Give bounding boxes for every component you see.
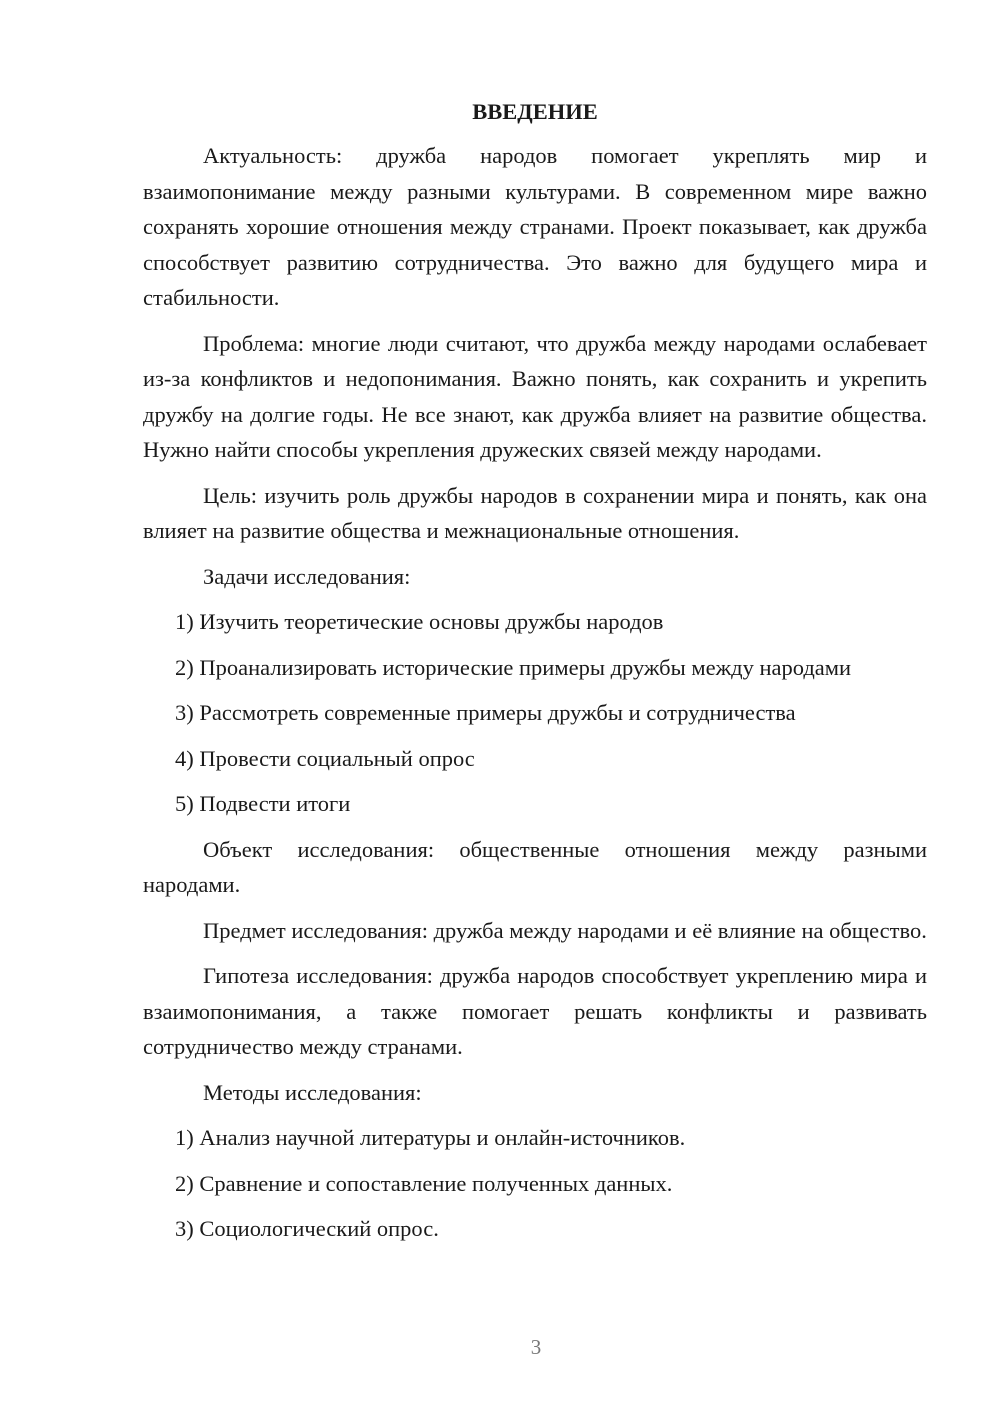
goal-paragraph: Цель: изучить роль дружбы народов в сохранении мира и понять, как она влияет на развитие общества и межнациональные отношения. [143, 482, 927, 543]
method-item: 3) Социологический опрос. [175, 1216, 439, 1241]
method-item: 1) Анализ научной литературы и онлайн-источников. [175, 1125, 686, 1150]
task-item: 3) Рассмотреть современные примеры дружбы и сотрудничества [175, 700, 796, 725]
relevance-paragraph: Актуальность: дружба народов помогает укреплять мир и взаимопонимание между разными культурами. В современном мире важно сохранять хорошие отношения между странами. Проект показывает, как дружба способствует развитию сотрудничества. Это важно для будущего мира и стабильности. [143, 143, 927, 310]
section-heading: ВВЕДЕНИЕ [472, 99, 598, 124]
problem-paragraph: Проблема: многие люди считают, что дружба между народами ослабевает из-за конфликтов и недопонимания. Важно понять, как сохранить и укрепить дружбу на долгие годы. Не все знают, как дружба влияет на развитие общества. Нужно найти способы укрепления дружеских связей между народами. [143, 330, 927, 462]
method-item: 2) Сравнение и сопоставление полученных данных. [175, 1170, 673, 1196]
tasks-list [143, 604, 927, 822]
hypothesis-paragraph: Гипотеза исследования: дружба народов способствует укреплению мира и взаимопонимания, а также помогает решать конфликты и развивать сотрудничество между странами. [143, 963, 927, 1059]
methods-heading: Методы исследования: [203, 1079, 422, 1105]
page-number: 3 [530, 1335, 542, 1359]
task-item: 2) Проанализировать исторические примеры дружбы между народами [175, 654, 852, 680]
task-item: 4) Провести социальный опрос [175, 745, 475, 771]
document-page [143, 94, 927, 1257]
tasks-heading: Задачи исследования: [203, 563, 411, 589]
task-item: 1) Изучить теоретические основы дружбы народов [175, 609, 664, 634]
task-item: 5) Подвести итоги [175, 791, 351, 816]
object-paragraph: Объект исследования: общественные отношения между разными народами. [143, 836, 927, 897]
subject-paragraph: Предмет исследования: дружба между народами и её влияние на общество. [203, 917, 927, 943]
methods-list [143, 1120, 927, 1247]
